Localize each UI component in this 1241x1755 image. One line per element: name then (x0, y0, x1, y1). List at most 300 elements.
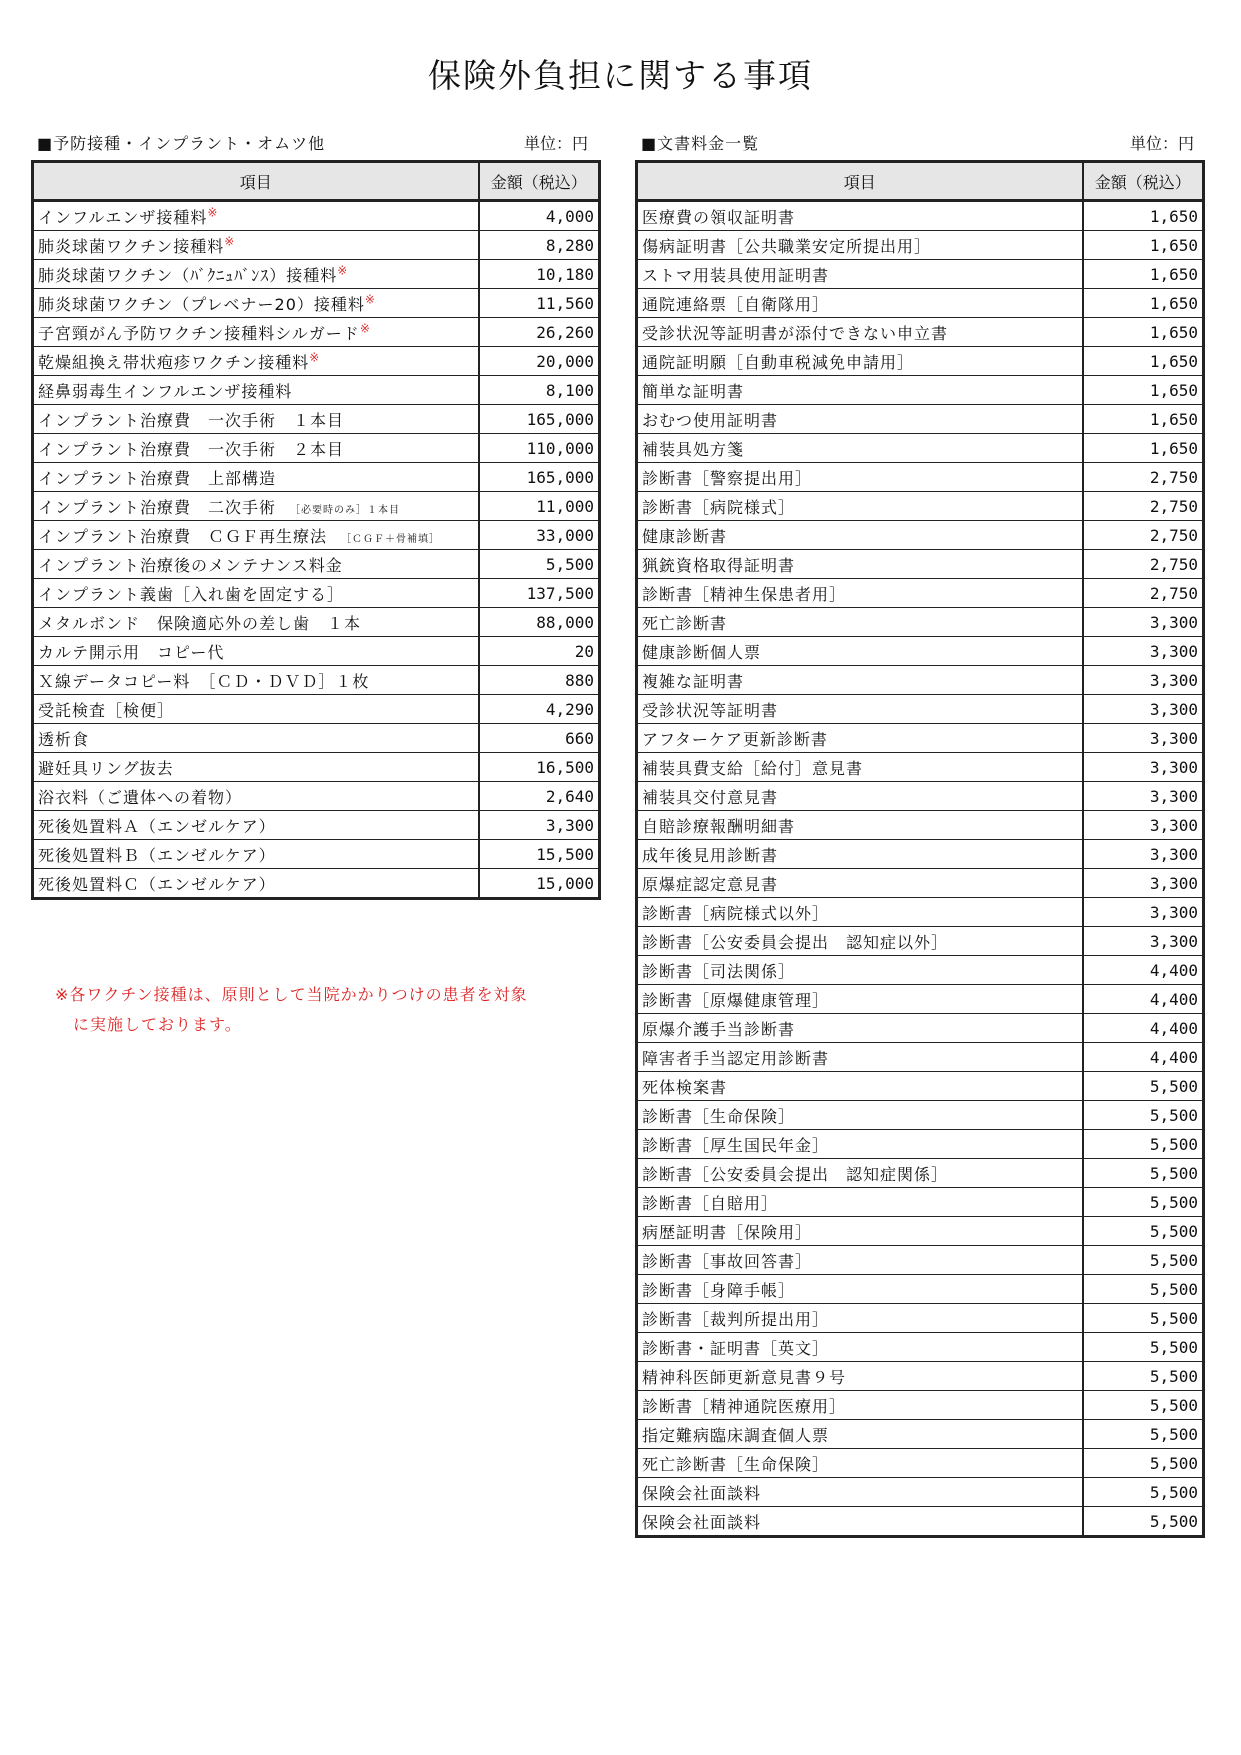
row-price: 5,500 (1083, 1130, 1204, 1159)
row-item-name (33, 695, 479, 724)
table-row (33, 434, 600, 463)
row-item-name (637, 289, 1083, 318)
table-row (637, 579, 1204, 608)
row-item-name (637, 840, 1083, 869)
row-price: 26,260 (479, 318, 600, 347)
item-label: 原爆介護手当診断書 (642, 1019, 796, 1039)
row-item-name (637, 347, 1083, 376)
table-row (637, 1014, 1204, 1043)
document-fee-table (635, 160, 1205, 1538)
row-item-name (637, 376, 1083, 405)
item-label: メタルボンド 保険適応外の差し歯 １本 (38, 613, 362, 633)
table-row (637, 492, 1204, 521)
item-label: 保険会社面談料 (642, 1512, 762, 1532)
row-item-name (637, 201, 1083, 231)
item-label: 医療費の領収証明書 (642, 207, 796, 227)
row-item-name (637, 898, 1083, 927)
row-item-name (637, 405, 1083, 434)
table-row (33, 231, 600, 260)
row-item-name (33, 811, 479, 840)
table-row (33, 753, 600, 782)
table-row (33, 347, 600, 376)
item-label: 診断書・証明書［英文］ (642, 1338, 830, 1358)
row-item-name (33, 782, 479, 811)
item-label: 通院連絡票［自衛隊用］ (642, 294, 830, 314)
table-row (33, 201, 600, 231)
row-price: 3,300 (1083, 840, 1204, 869)
row-price: 3,300 (1083, 782, 1204, 811)
row-price: 2,750 (1083, 550, 1204, 579)
row-item-name (637, 1478, 1083, 1507)
row-item-name (637, 1246, 1083, 1275)
item-label: 傷病証明書［公共職業安定所提出用］ (642, 236, 932, 256)
row-price: 4,400 (1083, 985, 1204, 1014)
header-item: 項目 (637, 162, 1083, 201)
row-price: 8,100 (479, 376, 600, 405)
item-label: 診断書［精神生保患者用］ (642, 584, 847, 604)
table-row (637, 260, 1204, 289)
row-price: 880 (479, 666, 600, 695)
table-row (637, 434, 1204, 463)
row-price: 11,000 (479, 492, 600, 521)
item-label: インプラント治療費 一次手術 ２本目 (38, 439, 345, 459)
row-item-name (637, 666, 1083, 695)
item-label: ストマ用装具使用証明書 (642, 265, 830, 285)
table-row (637, 1420, 1204, 1449)
table-row (637, 1101, 1204, 1130)
row-item-name (33, 463, 479, 492)
table-row (33, 724, 600, 753)
row-price: 1,650 (1083, 347, 1204, 376)
row-item-name (637, 1101, 1083, 1130)
item-label: おむつ使用証明書 (642, 410, 779, 430)
row-item-name (33, 521, 479, 550)
row-price: 20,000 (479, 347, 600, 376)
row-item-name (33, 724, 479, 753)
item-label: 死後処置料Ｂ（エンゼルケア） (38, 845, 276, 865)
right-section-heading: ■文書料金一覧 (641, 134, 760, 153)
row-item-name (637, 985, 1083, 1014)
row-item-name (637, 724, 1083, 753)
left-unit-label: 単位：円 (524, 134, 589, 153)
table-row (637, 1362, 1204, 1391)
row-item-name (637, 782, 1083, 811)
table-row (637, 695, 1204, 724)
row-item-name (33, 318, 479, 347)
row-price: 1,650 (1083, 434, 1204, 463)
item-label: 補装具処方箋 (642, 439, 745, 459)
item-label: 死亡診断書［生命保険］ (642, 1454, 830, 1474)
item-label: 診断書［身障手帳］ (642, 1280, 796, 1300)
row-price: 3,300 (479, 811, 600, 840)
right-unit-label: 単位：円 (1130, 134, 1195, 153)
row-price: 5,500 (1083, 1507, 1204, 1537)
row-price: 3,300 (1083, 927, 1204, 956)
table-row (637, 840, 1204, 869)
item-label: 保険会社面談料 (642, 1483, 762, 1503)
table-row (637, 1304, 1204, 1333)
row-price: 5,500 (1083, 1275, 1204, 1304)
asterisk-mark: ※ (337, 263, 349, 278)
item-label: 透析食 (38, 729, 90, 749)
row-price: 33,000 (479, 521, 600, 550)
row-item-name (637, 811, 1083, 840)
table-row (637, 782, 1204, 811)
row-price: 5,500 (1083, 1420, 1204, 1449)
row-item-name (637, 1130, 1083, 1159)
item-note: ［ＣＧＦ＋骨補填］ (341, 533, 441, 545)
item-label: 診断書［裁判所提出用］ (642, 1309, 830, 1329)
table-row (637, 608, 1204, 637)
row-item-name (637, 492, 1083, 521)
row-price: 3,300 (1083, 898, 1204, 927)
row-item-name (33, 434, 479, 463)
item-label: 診断書［自賠用］ (642, 1193, 779, 1213)
row-price: 15,500 (479, 840, 600, 869)
item-label: 肺炎球菌ワクチン（ﾊﾞｸﾆｭﾊﾞﾝｽ）接種料 (38, 265, 338, 285)
row-price: 3,300 (1083, 666, 1204, 695)
item-label: インプラント治療費 一次手術 １本目 (38, 410, 345, 430)
table-row (637, 376, 1204, 405)
item-label: 障害者手当認定用診断書 (642, 1048, 830, 1068)
row-price: 2,750 (1083, 492, 1204, 521)
row-price: 3,300 (1083, 811, 1204, 840)
row-item-name (637, 956, 1083, 985)
row-price: 1,650 (1083, 260, 1204, 289)
item-label: 受診状況等証明書 (642, 700, 779, 720)
row-price: 3,300 (1083, 637, 1204, 666)
table-row (637, 1507, 1204, 1537)
row-item-name (33, 840, 479, 869)
item-label: インフルエンザ接種料 (38, 207, 208, 227)
row-price: 1,650 (1083, 376, 1204, 405)
row-price: 4,400 (1083, 956, 1204, 985)
header-price: 金額（税込） (479, 162, 600, 201)
row-item-name (637, 1362, 1083, 1391)
item-label: 受診状況等証明書が添付できない申立書 (642, 323, 949, 343)
table-row (637, 1159, 1204, 1188)
table-row (637, 201, 1204, 231)
row-item-name (637, 1188, 1083, 1217)
table-row (637, 666, 1204, 695)
table-row (637, 347, 1204, 376)
row-item-name (637, 637, 1083, 666)
item-label: 乾燥組換え帯状疱疹ワクチン接種料 (38, 352, 310, 372)
item-label: 診断書［病院様式以外］ (642, 903, 830, 923)
row-price: 5,500 (1083, 1246, 1204, 1275)
item-label: 精神科医師更新意見書９号 (642, 1367, 847, 1387)
item-note: ［必要時のみ］１本目 (290, 504, 401, 516)
item-label: 補装具費支給［給付］意見書 (642, 758, 864, 778)
row-price: 5,500 (1083, 1217, 1204, 1246)
row-item-name (33, 550, 479, 579)
row-price: 10,180 (479, 260, 600, 289)
item-label: 診断書［原爆健康管理］ (642, 990, 830, 1010)
item-label: 病歴証明書［保険用］ (642, 1222, 813, 1242)
row-price: 88,000 (479, 608, 600, 637)
row-price: 4,400 (1083, 1043, 1204, 1072)
table-row (33, 492, 600, 521)
row-item-name (637, 1449, 1083, 1478)
item-label: 避妊具リング抜去 (38, 758, 174, 778)
asterisk-mark: ※ (364, 292, 376, 307)
table-row (33, 260, 600, 289)
table-row (637, 753, 1204, 782)
item-label: 指定難病臨床調査個人票 (642, 1425, 830, 1445)
vaccination-note (55, 980, 528, 1040)
item-label: 診断書［公安委員会提出 認知症以外］ (642, 932, 949, 952)
row-item-name (33, 869, 479, 899)
item-label: 健康診断書 (642, 526, 728, 546)
row-price: 3,300 (1083, 724, 1204, 753)
row-price: 2,750 (1083, 579, 1204, 608)
row-price: 3,300 (1083, 608, 1204, 637)
table-row (33, 608, 600, 637)
row-item-name (637, 318, 1083, 347)
table-row (33, 550, 600, 579)
row-price: 11,560 (479, 289, 600, 318)
row-item-name (33, 608, 479, 637)
row-item-name (33, 637, 479, 666)
table-row (637, 1275, 1204, 1304)
row-price: 1,650 (1083, 405, 1204, 434)
table-row (637, 1130, 1204, 1159)
table-row (33, 869, 600, 899)
table-row (33, 463, 600, 492)
row-item-name (33, 231, 479, 260)
row-price: 1,650 (1083, 201, 1204, 231)
item-label: 成年後見用診断書 (642, 845, 779, 865)
left-section-heading: ■予防接種・インプラント・オムツ他 (37, 134, 326, 153)
header-item: 項目 (33, 162, 479, 201)
row-price: 5,500 (1083, 1188, 1204, 1217)
item-label: インプラント治療費 ＣＧＦ再生療法 (38, 526, 328, 546)
note-line-1: ※各ワクチン接種は、原則として当院かかりつけの患者を対象 (55, 985, 528, 1004)
table-row (637, 1188, 1204, 1217)
item-label: 自賠診療報酬明細書 (642, 816, 796, 836)
table-row (33, 579, 600, 608)
table-row (637, 318, 1204, 347)
row-price: 1,650 (1083, 289, 1204, 318)
table-row (637, 985, 1204, 1014)
row-price: 5,500 (1083, 1333, 1204, 1362)
row-price: 1,650 (1083, 231, 1204, 260)
table-row (637, 927, 1204, 956)
table-row (637, 956, 1204, 985)
row-item-name (33, 753, 479, 782)
row-item-name (33, 347, 479, 376)
row-price: 165,000 (479, 405, 600, 434)
table-row (637, 869, 1204, 898)
row-item-name (637, 434, 1083, 463)
row-price: 3,300 (1083, 695, 1204, 724)
item-label: 診断書［公安委員会提出 認知症関係］ (642, 1164, 949, 1184)
header-price: 金額（税込） (1083, 162, 1204, 201)
item-label: 浴衣料（ご遺体への着物） (38, 787, 243, 807)
item-label: インプラント治療費 上部構造 (38, 468, 277, 488)
item-label: 健康診断個人票 (642, 642, 762, 662)
row-item-name (637, 927, 1083, 956)
table-row (637, 521, 1204, 550)
row-item-name (33, 405, 479, 434)
table-row (637, 637, 1204, 666)
table-row (33, 289, 600, 318)
item-label: 猟銃資格取得証明書 (642, 555, 796, 575)
row-price: 137,500 (479, 579, 600, 608)
row-price: 5,500 (1083, 1159, 1204, 1188)
row-item-name (637, 753, 1083, 782)
table-row (637, 898, 1204, 927)
asterisk-mark: ※ (359, 321, 371, 336)
row-price: 165,000 (479, 463, 600, 492)
table-row (637, 1043, 1204, 1072)
table-row (637, 405, 1204, 434)
table-row (33, 666, 600, 695)
table-row (33, 405, 600, 434)
row-price: 2,750 (1083, 463, 1204, 492)
item-label: 補装具交付意見書 (642, 787, 779, 807)
page-title: 保険外負担に関する事項 (428, 56, 813, 95)
item-label: 死体検案書 (642, 1077, 728, 1097)
row-item-name (637, 869, 1083, 898)
row-item-name (637, 1333, 1083, 1362)
row-item-name (637, 1420, 1083, 1449)
row-price: 5,500 (1083, 1478, 1204, 1507)
row-price: 15,000 (479, 869, 600, 899)
item-label: 診断書［司法関係］ (642, 961, 796, 981)
item-label: 子宮頸がん予防ワクチン接種料シルガード (38, 323, 360, 343)
row-price: 110,000 (479, 434, 600, 463)
item-label: 診断書［精神通院医療用］ (642, 1396, 847, 1416)
row-item-name (637, 1217, 1083, 1246)
item-label: 複雑な証明書 (642, 671, 745, 691)
row-item-name (33, 492, 479, 521)
row-item-name (637, 231, 1083, 260)
table-row (637, 1246, 1204, 1275)
item-label: 経鼻弱毒生インフルエンザ接種料 (38, 381, 293, 401)
row-price: 1,650 (1083, 318, 1204, 347)
item-label: カルテ開示用 コピー代 (38, 642, 225, 662)
asterisk-mark: ※ (224, 234, 236, 249)
row-price: 3,300 (1083, 753, 1204, 782)
table-row (637, 550, 1204, 579)
item-label: 診断書［病院様式］ (642, 497, 796, 517)
item-label: 通院証明願［自動車税減免申請用］ (642, 352, 915, 372)
row-price: 4,400 (1083, 1014, 1204, 1043)
row-price: 2,640 (479, 782, 600, 811)
table-row (33, 811, 600, 840)
note-line-2: に実施しております。 (73, 1015, 242, 1034)
table-row (33, 318, 600, 347)
row-price: 3,300 (1083, 869, 1204, 898)
row-item-name (637, 1159, 1083, 1188)
table-row (33, 695, 600, 724)
row-item-name (637, 550, 1083, 579)
asterisk-mark: ※ (207, 205, 219, 220)
row-price: 660 (479, 724, 600, 753)
row-price: 5,500 (1083, 1391, 1204, 1420)
item-label: 診断書［警察提出用］ (642, 468, 813, 488)
table-row (637, 1449, 1204, 1478)
table-row (637, 1478, 1204, 1507)
table-row (33, 521, 600, 550)
row-price: 5,500 (1083, 1362, 1204, 1391)
table-row (33, 376, 600, 405)
table-header-row (637, 162, 1204, 201)
asterisk-mark: ※ (309, 350, 321, 365)
table-row (637, 1072, 1204, 1101)
item-label: 死後処置料Ａ（エンゼルケア） (38, 816, 276, 836)
row-item-name (33, 376, 479, 405)
item-label: 診断書［事故回答書］ (642, 1251, 813, 1271)
item-label: 診断書［厚生国民年金］ (642, 1135, 830, 1155)
row-item-name (33, 289, 479, 318)
item-label: インプラント義歯［入れ歯を固定する］ (38, 584, 345, 604)
row-item-name (637, 1072, 1083, 1101)
row-price: 5,500 (479, 550, 600, 579)
table-header-row (33, 162, 600, 201)
table-row (637, 811, 1204, 840)
table-row (637, 231, 1204, 260)
row-price: 16,500 (479, 753, 600, 782)
item-label: インプラント治療費 二次手術 (38, 497, 277, 517)
table-row (637, 1391, 1204, 1420)
table-row (33, 840, 600, 869)
item-label: インプラント治療後のメンテナンス料金 (38, 555, 343, 575)
row-price: 5,500 (1083, 1449, 1204, 1478)
item-label: 原爆症認定意見書 (642, 874, 779, 894)
row-item-name (637, 1391, 1083, 1420)
item-label: Ｘ線データコピー料 ［ＣＤ・ＤＶＤ］１枚 (38, 671, 370, 691)
row-item-name (637, 695, 1083, 724)
row-item-name (637, 1275, 1083, 1304)
row-price: 8,280 (479, 231, 600, 260)
row-item-name (637, 1304, 1083, 1333)
row-item-name (33, 260, 479, 289)
row-item-name (637, 260, 1083, 289)
row-item-name (637, 521, 1083, 550)
row-price: 5,500 (1083, 1072, 1204, 1101)
row-item-name (33, 579, 479, 608)
row-price: 4,290 (479, 695, 600, 724)
item-label: 肺炎球菌ワクチン（プレベナー20）接種料 (38, 294, 365, 314)
row-item-name (33, 666, 479, 695)
table-row (637, 1333, 1204, 1362)
item-label: 死後処置料Ｃ（エンゼルケア） (38, 874, 276, 894)
row-item-name (637, 579, 1083, 608)
item-label: アフターケア更新診断書 (642, 729, 828, 749)
item-label: 肺炎球菌ワクチン接種料 (38, 236, 225, 256)
row-item-name (637, 608, 1083, 637)
row-price: 20 (479, 637, 600, 666)
row-item-name (637, 1507, 1083, 1537)
table-row (637, 1217, 1204, 1246)
row-price: 5,500 (1083, 1101, 1204, 1130)
row-price: 2,750 (1083, 521, 1204, 550)
row-item-name (637, 1043, 1083, 1072)
item-label: 死亡診断書 (642, 613, 728, 633)
table-row (637, 724, 1204, 753)
table-row (637, 463, 1204, 492)
item-label: 診断書［生命保険］ (642, 1106, 796, 1126)
item-label: 受託検査［検便］ (38, 700, 175, 720)
item-label: 簡単な証明書 (642, 381, 745, 401)
table-row (637, 289, 1204, 318)
row-price: 5,500 (1083, 1304, 1204, 1333)
table-row (33, 782, 600, 811)
row-item-name (637, 463, 1083, 492)
table-row (33, 637, 600, 666)
